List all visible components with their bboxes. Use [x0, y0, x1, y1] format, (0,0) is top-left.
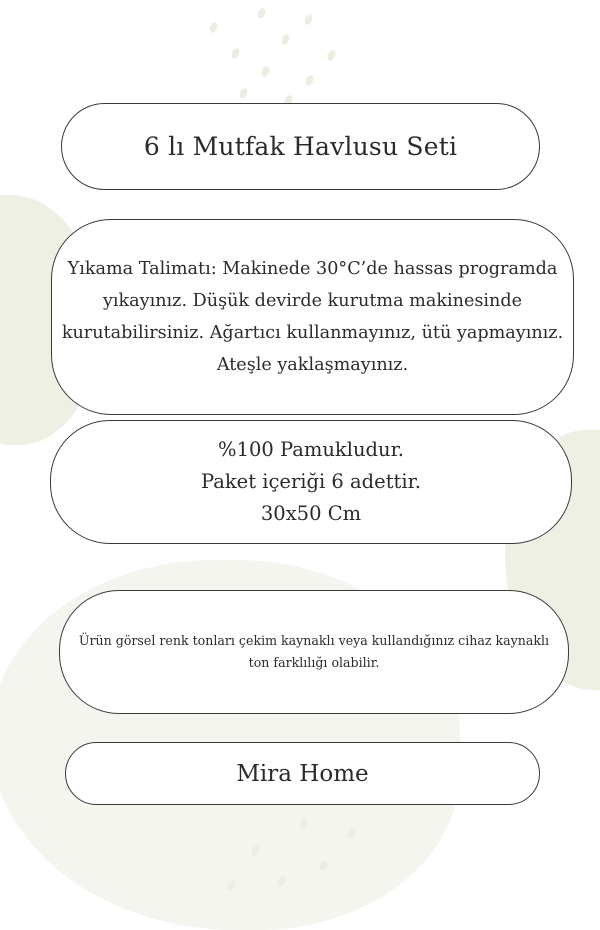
decor-dot: [326, 49, 337, 62]
decor-dot: [260, 65, 271, 78]
decor-dot: [208, 21, 219, 34]
washing-instructions-line: yıkayınız. Düşük devirde kurutma makinesinde: [102, 291, 523, 311]
washing-instructions-card: [51, 219, 574, 415]
washing-instructions-line: Ateşle yaklaşmayınız.: [216, 355, 409, 375]
decor-dot: [304, 74, 315, 87]
product-title: 6 lı Mutfak Havlusu Seti: [143, 132, 458, 161]
package-content-text: Paket içeriği 6 adettir.: [201, 470, 421, 493]
size-text: 30x50 Cm: [260, 502, 362, 525]
brand-name: Mira Home: [236, 760, 369, 787]
decor-dot: [230, 47, 241, 60]
brand-card: [65, 742, 540, 805]
disclaimer-line: Ürün görsel renk tonları çekim kaynaklı veya kullandığınız cihaz kaynaklı: [78, 633, 550, 648]
color-disclaimer-card: [59, 590, 569, 714]
decor-dot: [280, 33, 291, 46]
washing-instructions-line: Yıkama Talimatı: Makinede 30°C’de hassas programda: [67, 259, 558, 279]
product-specs-card: [50, 420, 572, 544]
disclaimer-line: ton farklılığı olabilir.: [248, 655, 380, 670]
decor-dot: [256, 7, 267, 20]
decor-dot: [238, 87, 249, 100]
material-text: %100 Pamukludur.: [218, 438, 404, 461]
title-card: [61, 103, 540, 190]
washing-instructions-line: kurutabilirsiniz. Ağartıcı kullanmayınız, ütü yapmayınız.: [61, 323, 564, 343]
decor-dot: [303, 13, 314, 26]
